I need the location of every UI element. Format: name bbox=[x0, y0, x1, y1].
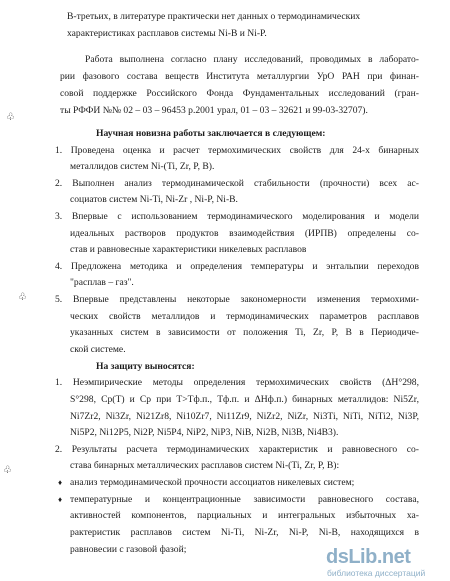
list-item-line: анализ термодинамической прочности ассоциатов никелевых систем; bbox=[70, 477, 355, 488]
paragraph-line: совой поддержке Российского Фонда Фундаментальных исследований (гран- bbox=[60, 88, 419, 99]
section-heading: Научная новизна работы заключается в следующем: bbox=[96, 128, 326, 139]
list-item-line: равновесии с газовой фазой; bbox=[70, 544, 187, 555]
list-item-line: ской системе. bbox=[70, 344, 126, 355]
paragraph-line: рии фазового состава веществ Института металлургии УрО РАН при финан- bbox=[60, 71, 419, 82]
list-item-line: S°298, Cp(T) и Cp при T>Tф.п., Tф.п. и ΔHф.п.) бинарных металлидов: Ni5Zr, bbox=[70, 394, 419, 405]
margin-mark-icon: ♧ bbox=[6, 112, 15, 123]
list-item-line: 5. Впервые представлены некоторые закономерности изменения термохими- bbox=[55, 294, 419, 305]
list-item-line: рактеристик расплавов систем Ni-Ti, Ni-Zr, Ni-P, Ni-B, находящихся в bbox=[70, 527, 419, 538]
paragraph-line: ты РФФИ №№ 02 – 03 – 96453 р.2001 урал, 01 – 03 – 32621 и 99-03-32707). bbox=[60, 105, 368, 116]
watermark-subtitle: библиотека диссертаций bbox=[327, 568, 426, 578]
margin-mark-icon: ♧ bbox=[18, 292, 27, 303]
section-heading: На защиту выносятся: bbox=[96, 361, 195, 372]
list-item-line: 4. Предложена методика и определения температуры и энтальпии переходов bbox=[55, 261, 419, 272]
list-item-line: температурные и концентрационные зависимости равновесного состава, bbox=[70, 494, 419, 505]
list-item-line: металлидов систем Ni-(Ti, Zr, P, B). bbox=[70, 161, 215, 172]
list-item-line: 1. Неэмпирические методы определения термохимических свойств (ΔH°298, bbox=[55, 377, 419, 388]
list-item-line: 2. Результаты расчета термодинамических характеристик и равновесного со- bbox=[55, 444, 419, 455]
watermark bbox=[326, 548, 446, 578]
margin-mark-icon: ♧ bbox=[3, 465, 12, 476]
list-item-line: Ni7Zr2, Ni3Zr, Ni21Zr8, Ni10Zr7, Ni11Zr9, NiZr2, NiZr, Ni3Ti, NiTi, NiTi2, Ni3P, bbox=[70, 411, 419, 422]
bullet-icon: ♦ bbox=[58, 478, 63, 487]
paragraph-line: характеристиках расплавов системы Ni-B и Ni-P. bbox=[67, 28, 267, 39]
list-item-line: идеальных растворов продуктов взаимодействия (ИРПВ) определены со- bbox=[70, 228, 419, 239]
list-item-line: став и равновесные характеристики никелевых расплавов bbox=[70, 244, 307, 255]
paragraph-line: Работа выполнена согласно плану исследований, проводимых в лаборато- bbox=[85, 54, 419, 65]
list-item-line: социатов систем Ni-Ti, Ni-Zr , Ni-P, Ni-B. bbox=[70, 194, 238, 205]
bullet-icon: ♦ bbox=[58, 495, 63, 504]
list-item-line: 3. Впервые с использованием термодинамического моделирования и модели bbox=[55, 211, 419, 222]
list-item-line: активностей компонентов, парциальных и интегральных избыточных ха- bbox=[70, 510, 419, 521]
list-item-line: 2. Выполнен анализ термодинамической стабильности (прочности) всех ас- bbox=[55, 178, 419, 189]
list-item-line: указанных систем в зависимости от положения Ti, Zr, P, B в Периодиче- bbox=[70, 327, 419, 338]
list-item-line: 1. Проведена оценка и расчет термохимических свойств для 24-х бинарных bbox=[55, 145, 419, 156]
list-item-line: става бинарных металлических расплавов систем Ni-(Ti, Zr, P, B): bbox=[70, 460, 340, 471]
list-item-line: ческих свойств металлидов и термодинамических параметров расплавов bbox=[70, 311, 419, 322]
watermark-logo: dsLib.net bbox=[326, 546, 411, 568]
list-item-line: "расплав – газ". bbox=[70, 277, 134, 288]
paragraph-line: В-третьих, в литературе практически нет данных о термодинамических bbox=[67, 11, 361, 22]
list-item-line: Ni5P2, Ni12P5, Ni2P, Ni5P4, NiP2, NiP3, NiB, Ni2B, Ni3B, Ni4B3). bbox=[70, 427, 339, 438]
